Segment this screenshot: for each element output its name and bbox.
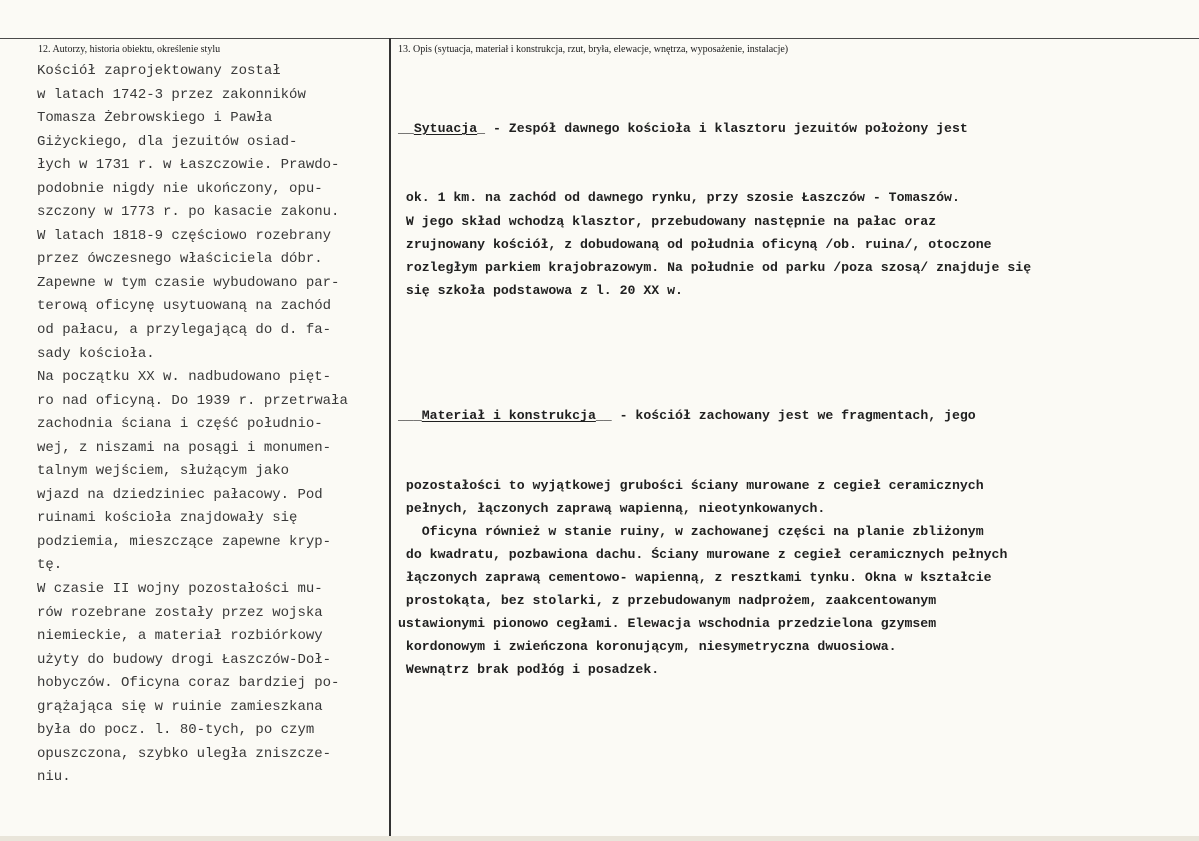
text-line: sady kościoła. [37, 345, 155, 362]
text-line: kordonowym i zwieńczona koronującym, niesymetryczna dwuosiowa. [398, 639, 897, 655]
text-line: podobnie nigdy nie ukończony, opu- [37, 180, 323, 197]
text-line: Giżyckiego, dla jezuitów osiad- [37, 133, 298, 150]
text-line: Na początku XX w. nadbudowano pięt- [37, 369, 332, 386]
text-line: niemieckie, a materiał rozbiórkowy [37, 628, 323, 645]
text-line: ok. 1 km. na zachód od dawnego rynku, przy szosie Łaszczów - Tomaszów. [398, 190, 960, 206]
situation-heading-line: __Sytuacja_ - Zespół dawnego kościoła i klasztoru jezuitów położony jest [398, 121, 968, 137]
material-first-line: - kościół zachowany jest we fragmentach, jego [611, 408, 976, 424]
text-line: pozostałości to wyjątkowej grubości ściany murowane z cegieł ceramicznych [398, 477, 984, 493]
situation-heading: Sytuacja [413, 121, 478, 137]
card-bottom-edge [0, 836, 1199, 841]
text-line: ro nad oficyną. Do 1939 r. przetrwała [37, 392, 348, 409]
text-line: rów rozebrane zostały przez wojska [37, 604, 323, 621]
material-heading: Materiał i konstrukcja [421, 408, 596, 424]
text-line: W czasie II wojny pozostałości mu- [37, 581, 323, 598]
situation-paragraph [398, 186, 1031, 301]
text-line: ruinami kościoła znajdowały się [37, 510, 298, 527]
text-line: szczony w 1773 r. po kasacie zakonu. [37, 204, 340, 221]
text-line: podziemia, mieszczące zapewne kryp- [37, 533, 332, 550]
text-line: do kwadratu, pozbawiona dachu. Ściany murowane z cegieł ceramicznych pełnych [398, 546, 1008, 562]
text-line: pełnych, łączonych zaprawą wapienną, nieotynkowanych. [398, 500, 826, 516]
text-line: Kościół zaprojektowany został [37, 63, 281, 79]
text-line: tę. [37, 557, 63, 574]
text-line: od pałacu, a przylegającą do d. fa- [37, 322, 332, 339]
text-line: terową oficynę usytuowaną na zachód [37, 298, 332, 315]
text-line: ustawionymi pionowo cegłami. Elewacja wschodnia przedzielona gzymsem [398, 616, 937, 632]
column-divider [389, 38, 391, 838]
text-line: prostokąta, bez stolarki, z przebudowanym nadprożem, zaakcentowanym [398, 593, 937, 609]
text-line: wej, z niszami na posągi i monumen- [37, 439, 332, 456]
text-line: Zapewne w tym czasie wybudowano par- [37, 274, 340, 291]
header-rule [0, 38, 1199, 39]
text-line: hobyczów. Oficyna coraz bardziej po- [37, 675, 340, 692]
material-heading-line: ___Materiał i konstrukcja__ - kościół zachowany jest we fragmentach, jego [398, 408, 976, 424]
field-12-header: 12. Autorzy, historia obiektu, określenie stylu [38, 44, 221, 55]
text-line: Tomasza Żebrowskiego i Pawła [37, 110, 273, 127]
history-text [37, 60, 348, 790]
text-line: wjazd na dziedziniec pałacowy. Pod [37, 486, 323, 503]
text-line: przez ówczesnego właściciela dóbr. [37, 251, 323, 268]
text-line: zachodnia ściana i część południo- [37, 416, 323, 433]
text-line: grążająca się w ruinie zamieszkana [37, 698, 323, 715]
text-line: niu. [37, 769, 71, 786]
text-line: łych w 1731 r. w Łaszczowie. Prawdo- [37, 157, 340, 174]
text-line: talnym wejściem, służącym jako [37, 463, 290, 480]
description-text [398, 71, 1031, 728]
text-line: Wewnątrz brak podłóg i posadzek. [398, 662, 660, 678]
text-line: w latach 1742-3 przez zakonników [37, 86, 306, 103]
text-line: Oficyna również w stanie ruiny, w zachowanej części na planie zbliżonym [398, 523, 984, 539]
text-line: rozległym parkiem krajobrazowym. Na południe od parku /poza szosą/ znajduje się [398, 259, 1032, 275]
material-paragraph [398, 474, 1031, 682]
text-line: W latach 1818-9 częściowo rozebrany [37, 227, 332, 244]
field-13-header: 13. Opis (sytuacja, materiał i konstrukcja, rzut, bryła, elewacje, wnętrza, wyposażenie, instalacje) [398, 44, 789, 55]
text-line: opuszczona, szybko uległa zniszcze- [37, 745, 332, 762]
text-line: się szkoła podstawowa z l. 20 XX w. [398, 282, 683, 298]
text-line: była do pocz. l. 80-tych, po czym [37, 722, 315, 739]
text-line: użyty do budowy drogi Łaszczów-Doł- [37, 651, 332, 668]
text-line: łączonych zaprawą cementowo- wapienną, z resztkami tynku. Okna w kształcie [398, 569, 992, 585]
text-line: zrujnowany kościół, z dobudowaną od południa oficyną /ob. ruina/, otoczone [398, 236, 992, 252]
situation-first-line: - Zespół dawnego kościoła i klasztoru jezuitów położony jest [485, 121, 968, 137]
text-line: W jego skład wchodzą klasztor, przebudowany następnie na pałac oraz [398, 213, 937, 229]
